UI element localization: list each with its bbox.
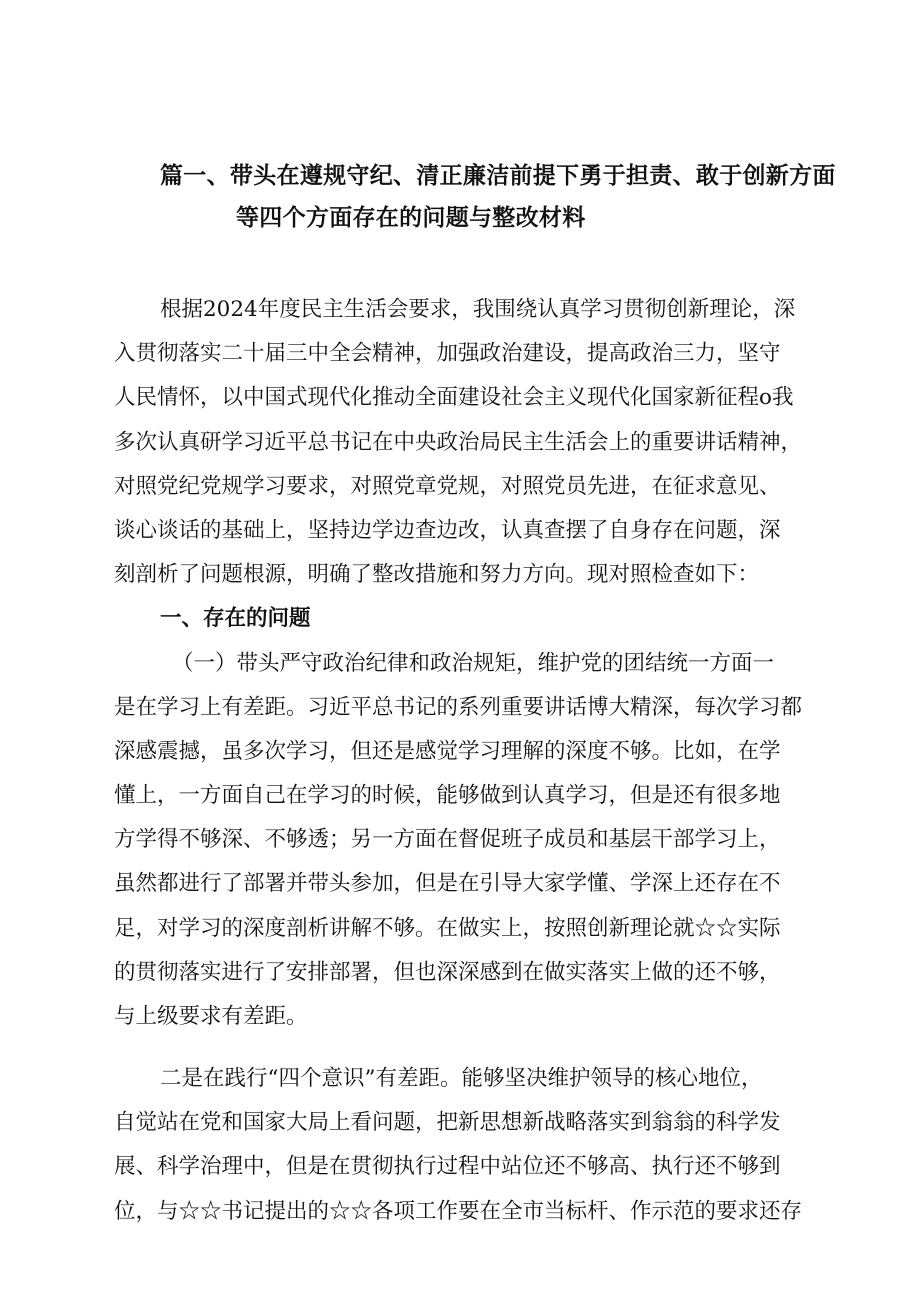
paragraph-line: 懂上，一方面自己在学习的时候，能够做到认真学习，但是还有很多地	[114, 783, 781, 809]
paragraph-line: 方学得不够深、不够透；另一方面在督促班子成员和基层干部学习上，	[114, 827, 781, 853]
paragraph-line: 谈心谈话的基础上，坚持边学边查边改，认真查摆了自身存在问题，深	[114, 517, 781, 543]
paragraph-line: 的贯彻落实进行了安排部署，但也深深感到在做实落实上做的还不够，	[114, 959, 781, 985]
paragraph-line: 入贯彻落实二十届三中全会精神，加强政治建设，提高政治三力，坚守	[114, 341, 781, 367]
paragraph-line: 位，与☆☆书记提出的☆☆各项工作要在全市当标杆、作示范的要求还存	[114, 1198, 803, 1224]
paragraph-line: 多次认真研学习近平总书记在中央政治局民主生活会上的重要讲话精神，	[114, 429, 803, 455]
paragraph-line: 自觉站在党和国家大局上看问题，把新思想新战略落实到翁翁的科学发	[114, 1110, 781, 1136]
paragraph-line: （一）带头严守政治纪律和政治规矩，维护党的团结统一方面一	[172, 650, 775, 676]
paragraph-line: 二是在践行“四个意识”有差距。能够坚决维护领导的核心地位，	[160, 1066, 763, 1091]
paragraph-line: 是在学习上有差距。习近平总书记的系列重要讲话博大精深，每次学习都	[114, 694, 803, 720]
paragraph-line: 与上级要求有差距。	[114, 1004, 308, 1029]
document-title-line-1: 篇一、带头在遵规守纪、清正廉洁前提下勇于担责、敢于创新方面	[160, 162, 836, 189]
paragraph-line: 展、科学治理中，但是在贯彻执行过程中站位还不够高、执行还不够到	[114, 1154, 781, 1180]
paragraph-line: 对照党纪党规学习要求，对照党章党规，对照党员先进，在征求意见、	[114, 473, 781, 499]
paragraph-line: 深感震撼，虽多次学习，但还是感觉学习理解的深度不够。比如，在学	[114, 738, 781, 764]
paragraph-line: 足，对学习的深度剖析讲解不够。在做实上，按照创新理论就☆☆实际	[114, 915, 781, 941]
document-body-continued	[114, 1057, 834, 1234]
paragraph-line: 根据2024年度民主生活会要求，我围绕认真学习贯彻创新理论，深	[160, 297, 796, 322]
document-body	[114, 288, 834, 1039]
paragraph-line: 虽然都进行了部署并带头参加，但是在引导大家学懂、学深上还存在不	[114, 871, 781, 897]
document-title-line-2: 等四个方面存在的问题与整改材料	[236, 204, 586, 231]
section-heading: 一、存在的问题	[160, 606, 311, 632]
paragraph-line: 刻剖析了问题根源，明确了整改措施和努力方向。现对照检查如下：	[114, 562, 760, 588]
paragraph-line: 人民情怀，以中国式现代化推动全面建设社会主义现代化国家新征程o我	[114, 385, 794, 411]
